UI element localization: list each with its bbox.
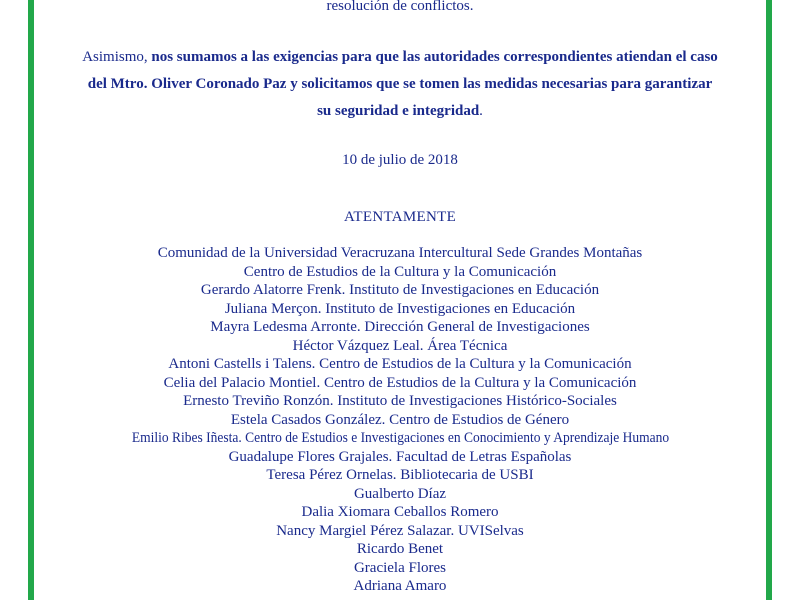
signatory-item: Adriana Amaro <box>353 578 447 594</box>
signatory-item: Teresa Pérez Ornelas. Bibliotecaria de USBI <box>266 467 534 483</box>
signatory-item: Celia del Palacio Montiel. Centro de Estudios de la Cultura y la Comunicación <box>163 374 637 391</box>
solidarity-paragraph <box>34 44 766 125</box>
signatory-item: Comunidad de la Universidad Veracruzana Intercultural Sede Grandes Montañas <box>157 245 643 261</box>
paragraph-bold-1: nos sumamos a las exigencias para que las autoridades correspondientes atiendan el caso <box>151 49 718 65</box>
signatories-list <box>34 244 766 596</box>
paragraph-prefix: Asimismo, <box>82 49 152 65</box>
paragraph-line-1 <box>34 44 766 71</box>
fragment-top: resolución de conflictos. <box>326 0 474 14</box>
signatory-item: Guadalupe Flores Grajales. Facultad de Letras Españolas <box>228 448 572 465</box>
signatory-item: Gualberto Díaz <box>353 485 447 502</box>
paragraph-bold-2: del Mtro. Oliver Coronado Paz y solicitamos que se tomen las medidas necesarias para garantizar <box>87 76 713 92</box>
closing-salutation: ATENTAMENTE <box>343 209 457 225</box>
green-border-right <box>766 0 772 600</box>
signatory-item <box>34 429 766 448</box>
signatory-item: Nancy Margiel Pérez Salazar. UVISelvas <box>276 522 524 539</box>
paragraph-bold-3: su seguridad e integridad <box>317 103 480 119</box>
paragraph-line-2 <box>34 71 766 98</box>
signatory-item: Gerardo Alatorre Frenk. Instituto de Investigaciones en Educación <box>200 282 600 298</box>
paragraph-line-3 <box>34 98 766 125</box>
signatory-item: Antoni Castells i Talens. Centro de Estudios de la Cultura y la Comunicación <box>168 356 632 372</box>
signatory-item: Dalia Xiomara Ceballos Romero <box>301 504 499 520</box>
signatory-text: Emilio Ribes Iñesta. Centro de Estudios e Investigaciones en Conocimiento y Aprendizaje Humano <box>131 430 669 446</box>
paragraph-suffix: . <box>479 103 483 119</box>
signatory-item: Ernesto Treviño Ronzón. Instituto de Investigaciones Histórico-Sociales <box>183 393 617 409</box>
document-body <box>34 0 766 600</box>
signatory-item: Ricardo Benet <box>356 541 444 557</box>
signatory-item: Graciela Flores <box>353 559 447 576</box>
signatory-item: Héctor Vázquez Leal. Área Técnica <box>292 337 508 354</box>
signatory-item: Mayra Ledesma Arronte. Dirección General de Investigaciones <box>210 319 590 335</box>
signatory-item: Juliana Merçon. Instituto de Investigaciones en Educación <box>224 300 576 317</box>
letter-date: 10 de julio de 2018 <box>342 152 458 168</box>
signatory-item: Centro de Estudios de la Cultura y la Comunicación <box>243 263 557 280</box>
signatory-item: Estela Casados González. Centro de Estudios de Género <box>230 411 570 428</box>
